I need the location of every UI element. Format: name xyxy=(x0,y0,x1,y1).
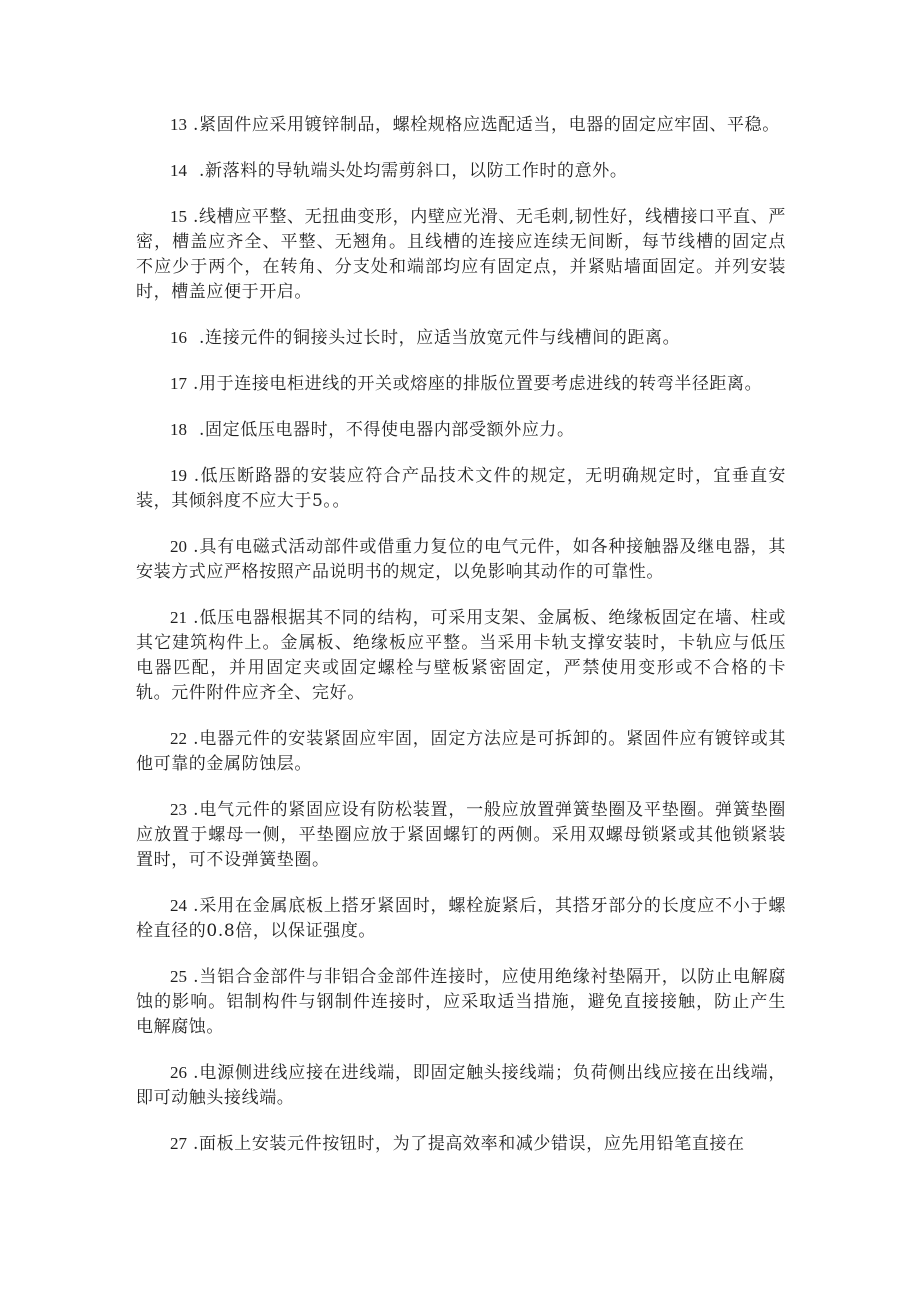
clause-separator: . xyxy=(187,374,200,394)
clause-number: 17 xyxy=(170,374,187,393)
clause-number: 20 xyxy=(170,537,187,556)
clause-number: 22 xyxy=(170,729,187,748)
clause-separator: . xyxy=(187,207,200,227)
clause-number: 13 xyxy=(170,115,187,134)
clause-15 xyxy=(136,204,786,305)
clause-separator: . xyxy=(187,328,206,348)
clause-text: 连接元件的铜接头过长时，应适当放宽元件与线槽间的距离。 xyxy=(205,328,681,348)
clause-number: 23 xyxy=(170,800,187,819)
clause-text: 固定低压电器时，不得使电器内部受额外应力。 xyxy=(205,420,575,440)
clause-18 xyxy=(136,417,786,443)
clause-19 xyxy=(136,463,786,514)
clause-separator: . xyxy=(187,1063,200,1083)
clause-number: 25 xyxy=(170,967,187,986)
clause-24 xyxy=(136,893,786,944)
clause-text: 电器元件的安装紧固应牢固，固定方法应是可拆卸的。紧固件应有镀锌或其他可靠的金属防蚀层。 xyxy=(136,729,786,774)
clause-16 xyxy=(136,325,786,351)
clause-separator: . xyxy=(187,1134,200,1154)
document-body xyxy=(136,112,786,1177)
clause-separator: . xyxy=(187,800,200,820)
clause-number: 19 xyxy=(170,466,187,485)
clause-25 xyxy=(136,964,786,1040)
clause-text: 采用在金属底板上搭牙紧固时，螺栓旋紧后，其搭牙部分的长度应不小于螺栓直径的0.8倍，以保证强度。 xyxy=(136,896,786,941)
clause-number: 14 xyxy=(170,161,187,180)
clause-text: 当铝合金部件与非铝合金部件连接时，应使用绝缘衬垫隔开，以防止电解腐蚀的影响。铝制构件与钢制件连接时，应采取适当措施，避免直接接触，防止产生电解腐蚀。 xyxy=(136,967,786,1037)
clause-separator: . xyxy=(187,161,206,181)
clause-text: 低压电器根据其不同的结构，可采用支架、金属板、绝缘板固定在墙、柱或其它建筑构件上。金属板、绝缘板应平整。当采用卡轨支撑安装时，卡轨应与低压电器匹配，并用固定夹或固定螺栓与壁板紧密固定，严禁使用变形或不合格的卡轨。元件附件应齐全、完好。 xyxy=(136,608,786,703)
clause-number: 26 xyxy=(170,1063,187,1082)
clause-separator: . xyxy=(187,608,200,628)
clause-13 xyxy=(136,112,786,138)
clause-number: 21 xyxy=(170,608,187,627)
clause-text: 电源侧进线应接在进线端，即固定触头接线端；负荷侧出线应接在出线端，即可动触头接线端。 xyxy=(136,1063,786,1108)
clause-text: 电气元件的紧固应设有防松装置，一般应放置弹簧垫圈及平垫圈。弹簧垫圈应放置于螺母一侧，平垫圈应放于紧固螺钉的两侧。采用双螺母锁紧或其他锁紧装置时，可不设弹簧垫圈。 xyxy=(136,800,786,870)
clause-text: 面板上安装元件按钮时，为了提高效率和减少错误，应先用铅笔直接在 xyxy=(199,1134,745,1154)
clause-separator: . xyxy=(187,466,200,486)
clause-number: 27 xyxy=(170,1134,187,1153)
clause-17 xyxy=(136,371,786,397)
clause-text: 紧固件应采用镀锌制品，螺栓规格应选配适当，电器的固定应牢固、平稳。 xyxy=(199,115,780,135)
clause-separator: . xyxy=(187,896,200,916)
clause-14 xyxy=(136,158,786,184)
clause-22 xyxy=(136,726,786,777)
clause-text: 低压断路器的安装应符合产品技术文件的规定，无明确规定时，宜垂直安装，其倾斜度不应大于5。。 xyxy=(136,466,786,511)
clause-separator: . xyxy=(187,420,206,440)
clause-separator: . xyxy=(187,537,200,557)
clause-text: 线槽应平整、无扭曲变形，内壁应光滑、无毛刺,韧性好，线槽接口平直、严密，槽盖应齐全、平整、无翘角。且线槽的连接应连续无间断，每节线槽的固定点不应少于两个，在转角、分支处和端部均应有固定点，并紧贴墙面固定。并列安装时，槽盖应便于开启。 xyxy=(136,207,786,302)
clause-number: 15 xyxy=(170,207,187,226)
clause-separator: . xyxy=(187,115,200,135)
clause-number: 18 xyxy=(170,420,187,439)
clause-text: 新落料的导轨端头处均需剪斜口，以防工作时的意外。 xyxy=(205,161,628,181)
clause-text: 具有电磁式活动部件或借重力复位的电气元件，如各种接触器及继电器，其安装方式应严格按照产品说明书的规定，以免影响其动作的可靠性。 xyxy=(136,537,786,582)
clause-number: 16 xyxy=(170,328,187,347)
clause-20 xyxy=(136,534,786,585)
clause-number: 24 xyxy=(170,896,187,915)
clause-text: 用于连接电柜进线的开关或熔座的排版位置要考虑进线的转弯半径距离。 xyxy=(199,374,763,394)
clause-21 xyxy=(136,605,786,706)
clause-26 xyxy=(136,1060,786,1111)
clause-separator: . xyxy=(187,729,200,749)
clause-separator: . xyxy=(187,967,200,987)
clause-23 xyxy=(136,797,786,873)
clause-27 xyxy=(136,1131,786,1157)
